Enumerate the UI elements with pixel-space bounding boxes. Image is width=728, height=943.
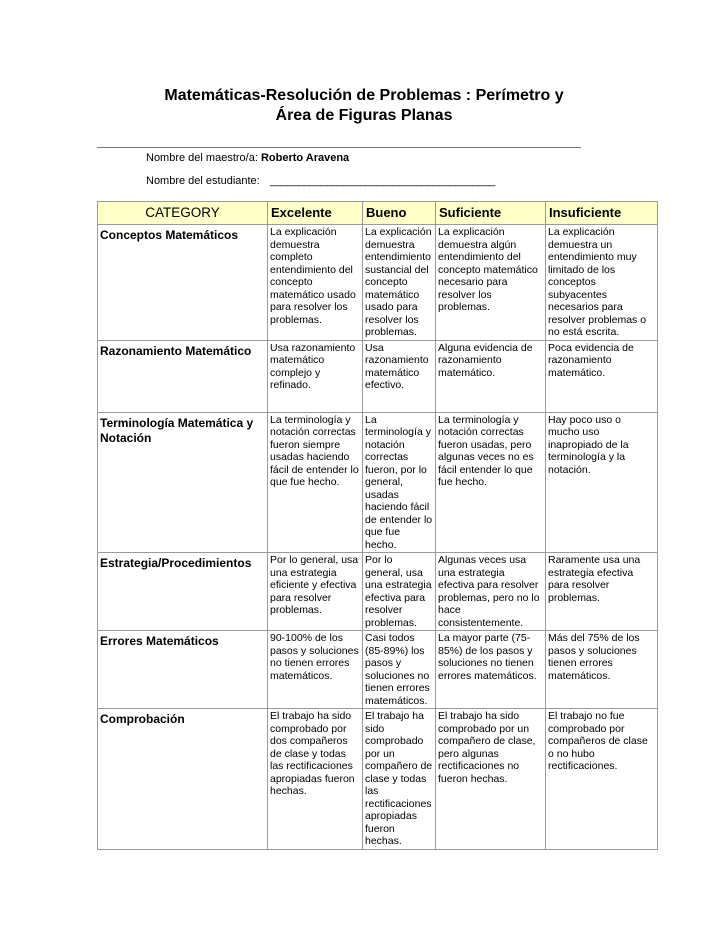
cell-excelente: La terminología y notación correctas fueron siempre usadas haciendo fácil de entender lo que fue hecho.: [268, 412, 363, 553]
cell-bueno: Por lo general, usa una estrategia efectiva para resolver problemas.: [363, 553, 436, 631]
rubric-row-razonamiento: [98, 340, 658, 412]
rubric-row-conceptos: [98, 225, 658, 341]
cell-bueno: La terminología y notación correctas fueron, por lo general, usadas haciendo fácil de entender lo que fue hecho.: [363, 412, 436, 553]
student-name-blank: ________________________________________: [270, 175, 495, 187]
teacher-label: Nombre del maestro/a:: [146, 152, 258, 164]
row-category: Estrategia/Procedimientos: [98, 553, 268, 631]
cell-insuficiente: Hay poco uso o mucho uso inapropiado de la terminología y la notación.: [546, 412, 658, 553]
cell-excelente: Usa razonamiento matemático complejo y refinado.: [268, 340, 363, 412]
cell-excelente: 90-100% de los pasos y soluciones no tienen errores matemáticos.: [268, 631, 363, 709]
header-bueno: Bueno: [363, 202, 436, 225]
rubric-row-terminologia: [98, 412, 658, 553]
row-category: Conceptos Matemáticos: [98, 225, 268, 341]
title-divider: [97, 147, 581, 148]
cell-suficiente: La mayor parte (75-85%) de los pasos y soluciones no tienen errores matemáticos.: [436, 631, 546, 709]
cell-bueno: Casi todos (85-89%) los pasos y soluciones no tienen errores matemáticos.: [363, 631, 436, 709]
rubric-header-row: [98, 202, 658, 225]
row-category: Terminología Matemática y Notación: [98, 412, 268, 553]
student-line: [146, 175, 495, 187]
rubric-row-comprobacion: [98, 709, 658, 850]
cell-insuficiente: Poca evidencia de razonamiento matemático.: [546, 340, 658, 412]
cell-insuficiente: El trabajo no fue comprobado por compañeros de clase o no hubo rectificaciones.: [546, 709, 658, 850]
cell-bueno: Usa razonamiento matemático efectivo.: [363, 340, 436, 412]
title-line-1: Matemáticas-Resolución de Problemas : Perímetro y: [164, 87, 564, 104]
header-suficiente: Suficiente: [436, 202, 546, 225]
cell-bueno: La explicación demuestra entendimiento sustancial del concepto matemático usado para resolver los problemas.: [363, 225, 436, 341]
cell-insuficiente: Raramente usa una estrategia efectiva para resolver problemas.: [546, 553, 658, 631]
row-category: Errores Matemáticos: [98, 631, 268, 709]
teacher-name: Roberto Aravena: [260, 152, 350, 164]
header-excelente: Excelente: [268, 202, 363, 225]
cell-suficiente: El trabajo ha sido comprobado por un compañero de clase, pero algunas rectificaciones no fueron hechas.: [436, 709, 546, 850]
header-insuficiente: Insuficiente: [546, 202, 658, 225]
title-line-2: Área de Figuras Planas: [275, 107, 453, 124]
cell-insuficiente: La explicación demuestra un entendimiento muy limitado de los conceptos subyacentes necesarios para resolver problemas o no está escrita.: [546, 225, 658, 341]
document-title: [100, 86, 628, 126]
cell-bueno: El trabajo ha sido comprobado por un compañero de clase y todas las rectificaciones apropiadas fueron hechas.: [363, 709, 436, 850]
cell-excelente: Por lo general, usa una estrategia eficiente y efectiva para resolver problemas.: [268, 553, 363, 631]
row-category: Razonamiento Matemático: [98, 340, 268, 412]
cell-suficiente: Alguna evidencia de razonamiento matemático.: [436, 340, 546, 412]
teacher-line: [146, 152, 349, 164]
student-label: Nombre del estudiante:: [146, 175, 260, 187]
cell-suficiente: La explicación demuestra algún entendimiento del concepto matemático necesario para resolver los problemas.: [436, 225, 546, 341]
cell-suficiente: La terminología y notación correctas fueron usadas, pero algunas veces no es fácil entender lo que fue hecho.: [436, 412, 546, 553]
cell-suficiente: Algunas veces usa una estrategia efectiva para resolver problemas, pero no lo hace consistentemente.: [436, 553, 546, 631]
rubric-table: [97, 201, 658, 850]
header-category: CATEGORY: [98, 202, 268, 225]
rubric-row-errores: [98, 631, 658, 709]
cell-insuficiente: Más del 75% de los pasos y soluciones tienen errores matemáticos.: [546, 631, 658, 709]
rubric-row-estrategia: [98, 553, 658, 631]
cell-excelente: El trabajo ha sido comprobado por dos compañeros de clase y todas las rectificaciones apropiadas fueron hechas.: [268, 709, 363, 850]
row-category: Comprobación: [98, 709, 268, 850]
cell-excelente: La explicación demuestra completo entendimiento del concepto matemático usado para resolver los problemas.: [268, 225, 363, 341]
